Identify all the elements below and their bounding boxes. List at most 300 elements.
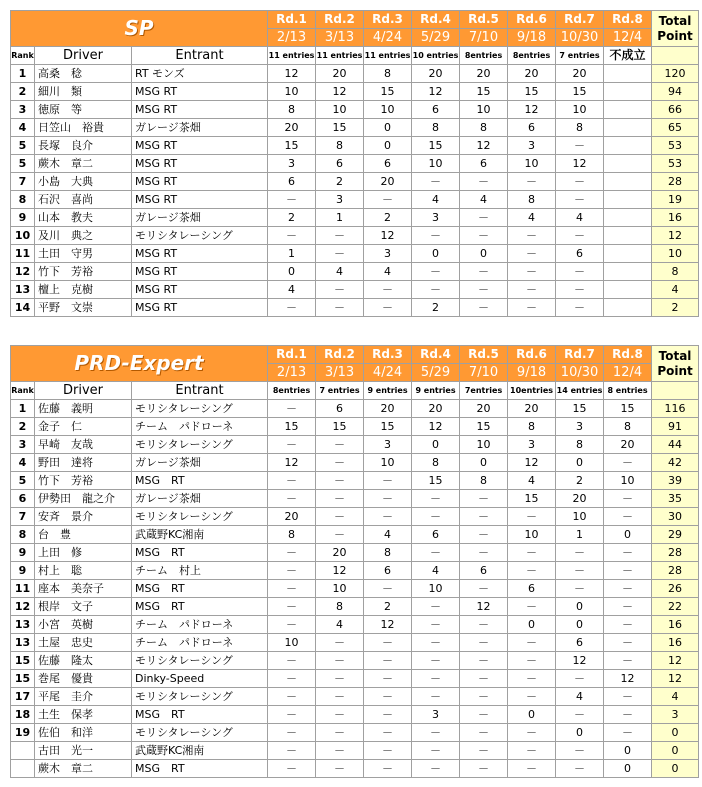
points-cell: 10 <box>316 580 364 598</box>
driver-cell: 蕨木 章二 <box>35 155 132 173</box>
points-cell: － <box>412 760 460 778</box>
table-title: SP <box>11 11 268 47</box>
driver-cell: 細川 類 <box>35 83 132 101</box>
points-cell: － <box>460 706 508 724</box>
round-date: 10/30 <box>556 29 604 47</box>
points-cell: 20 <box>364 400 412 418</box>
points-cell: － <box>556 263 604 281</box>
round-date: 5/29 <box>412 29 460 47</box>
points-cell: 1 <box>316 209 364 227</box>
total-cell: 91 <box>652 418 699 436</box>
round-header: Rd.7 <box>556 11 604 29</box>
points-cell: 6 <box>364 562 412 580</box>
points-cell: － <box>556 544 604 562</box>
round-header: Rd.6 <box>508 11 556 29</box>
total-cell: 4 <box>652 281 699 299</box>
driver-header: Driver <box>35 47 132 65</box>
driver-cell: 平尾 圭介 <box>35 688 132 706</box>
table-row <box>11 508 699 526</box>
points-cell <box>604 173 652 191</box>
points-cell: － <box>268 191 316 209</box>
table-row <box>11 742 699 760</box>
round-date: 2/13 <box>268 364 316 382</box>
round-header: Rd.2 <box>316 11 364 29</box>
entrant-cell: チーム パドローネ <box>132 616 268 634</box>
table-row <box>11 670 699 688</box>
table-row <box>11 83 699 101</box>
points-cell: － <box>268 652 316 670</box>
rank-cell: 5 <box>11 155 35 173</box>
points-cell: 1 <box>556 526 604 544</box>
points-cell: － <box>364 652 412 670</box>
points-cell: － <box>460 173 508 191</box>
rank-cell: 19 <box>11 724 35 742</box>
total-cell: 28 <box>652 173 699 191</box>
entrant-cell: MSG RT <box>132 281 268 299</box>
points-cell: 6 <box>556 245 604 263</box>
points-cell <box>604 65 652 83</box>
points-cell: － <box>316 688 364 706</box>
round-header: Rd.3 <box>364 11 412 29</box>
rank-cell: 6 <box>11 490 35 508</box>
points-cell: 15 <box>316 418 364 436</box>
prd-expert-rows <box>11 400 699 778</box>
points-cell: － <box>268 724 316 742</box>
points-cell: － <box>604 562 652 580</box>
points-cell: 2 <box>364 209 412 227</box>
points-cell: － <box>556 299 604 317</box>
table-row <box>11 562 699 580</box>
points-cell: 0 <box>268 263 316 281</box>
points-cell: 8 <box>364 65 412 83</box>
points-cell: － <box>604 544 652 562</box>
rank-cell: 12 <box>11 598 35 616</box>
table-row <box>11 155 699 173</box>
entrant-cell: モリシタレーシング <box>132 652 268 670</box>
points-cell: 20 <box>604 436 652 454</box>
table-row <box>11 245 699 263</box>
rank-header: Rank <box>11 47 35 65</box>
points-cell: 0 <box>604 526 652 544</box>
points-cell: － <box>364 472 412 490</box>
points-cell: 20 <box>460 400 508 418</box>
entries-count: 7 entries <box>556 47 604 65</box>
points-cell: － <box>460 688 508 706</box>
driver-cell: 高桑 稔 <box>35 65 132 83</box>
points-cell: 15 <box>604 400 652 418</box>
table-row <box>11 652 699 670</box>
points-cell: 0 <box>508 616 556 634</box>
table-row <box>11 65 699 83</box>
rank-cell: 10 <box>11 227 35 245</box>
points-cell: 15 <box>268 418 316 436</box>
points-cell <box>604 227 652 245</box>
points-cell: － <box>364 670 412 688</box>
total-cell: 120 <box>652 65 699 83</box>
points-cell: 8 <box>604 418 652 436</box>
points-cell: － <box>412 490 460 508</box>
points-cell: 10 <box>268 83 316 101</box>
points-cell: － <box>364 299 412 317</box>
entrant-cell: チーム パドローネ <box>132 634 268 652</box>
points-cell: 12 <box>460 598 508 616</box>
points-cell: 3 <box>556 418 604 436</box>
rank-cell: 1 <box>11 65 35 83</box>
points-cell: － <box>364 490 412 508</box>
points-cell: － <box>412 688 460 706</box>
entries-count: 8entries <box>268 382 316 400</box>
table-row <box>11 281 699 299</box>
points-cell: 3 <box>508 137 556 155</box>
points-cell: － <box>412 281 460 299</box>
entries-count: 10 entries <box>412 47 460 65</box>
round-header: Rd.2 <box>316 346 364 364</box>
rank-cell: 15 <box>11 670 35 688</box>
points-cell: － <box>556 760 604 778</box>
point-label: Point <box>657 363 693 378</box>
total-cell: 3 <box>652 706 699 724</box>
points-cell: － <box>604 580 652 598</box>
rank-cell: 11 <box>11 245 35 263</box>
points-cell: 4 <box>316 616 364 634</box>
round-date: 4/24 <box>364 29 412 47</box>
points-cell: 10 <box>460 101 508 119</box>
points-cell: － <box>412 227 460 245</box>
driver-cell: 土屋 忠史 <box>35 634 132 652</box>
table-row <box>11 209 699 227</box>
points-cell: － <box>316 508 364 526</box>
table-row <box>11 472 699 490</box>
points-cell: － <box>268 688 316 706</box>
points-cell: － <box>316 634 364 652</box>
total-cell: 8 <box>652 263 699 281</box>
entrant-cell: MSG RT <box>132 83 268 101</box>
entries-count: 不成立 <box>604 47 652 65</box>
points-cell: 10 <box>604 472 652 490</box>
points-cell: 15 <box>556 400 604 418</box>
points-cell: － <box>364 191 412 209</box>
points-cell: － <box>412 173 460 191</box>
driver-cell: 日笠山 裕貴 <box>35 119 132 137</box>
driver-cell: 台 豊 <box>35 526 132 544</box>
points-cell: － <box>460 616 508 634</box>
points-cell: － <box>268 760 316 778</box>
points-cell: － <box>556 137 604 155</box>
points-cell: － <box>316 227 364 245</box>
points-cell: － <box>268 616 316 634</box>
points-cell: 0 <box>364 119 412 137</box>
round-date: 5/29 <box>412 364 460 382</box>
points-cell: 6 <box>316 400 364 418</box>
total-cell: 39 <box>652 472 699 490</box>
points-cell: 0 <box>604 742 652 760</box>
entrant-cell: チーム パドローネ <box>132 418 268 436</box>
points-cell: － <box>364 634 412 652</box>
points-cell <box>604 245 652 263</box>
entries-count: 8entries <box>508 47 556 65</box>
driver-cell: 上田 修 <box>35 544 132 562</box>
entrant-cell: MSG RT <box>132 299 268 317</box>
driver-cell: 徳原 等 <box>35 101 132 119</box>
total-cell: 0 <box>652 742 699 760</box>
points-cell: 20 <box>508 65 556 83</box>
entrant-cell: MSG RT <box>132 173 268 191</box>
rank-cell: 1 <box>11 400 35 418</box>
points-cell: － <box>508 634 556 652</box>
driver-cell: 小宮 英樹 <box>35 616 132 634</box>
driver-cell: 蕨木 章二 <box>35 760 132 778</box>
driver-cell: 根岸 文子 <box>35 598 132 616</box>
driver-cell: 巻尾 優貴 <box>35 670 132 688</box>
entrant-cell: Dinky-Speed <box>132 670 268 688</box>
table-row <box>11 227 699 245</box>
points-cell: 20 <box>268 119 316 137</box>
points-cell: 0 <box>556 598 604 616</box>
points-cell: － <box>412 742 460 760</box>
points-cell: － <box>508 544 556 562</box>
points-cell: 4 <box>268 281 316 299</box>
points-cell: 10 <box>412 155 460 173</box>
total-cell: 53 <box>652 155 699 173</box>
rank-cell: 13 <box>11 281 35 299</box>
points-cell: － <box>316 245 364 263</box>
points-cell: 6 <box>508 119 556 137</box>
driver-cell: 竹下 芳裕 <box>35 472 132 490</box>
points-cell: 2 <box>268 209 316 227</box>
points-cell: 12 <box>508 101 556 119</box>
total-point-header <box>652 346 699 382</box>
points-cell: 20 <box>412 400 460 418</box>
points-cell: － <box>604 490 652 508</box>
points-cell: － <box>412 724 460 742</box>
points-cell: 12 <box>364 616 412 634</box>
points-cell: 6 <box>412 526 460 544</box>
table-row <box>11 436 699 454</box>
points-cell: － <box>460 742 508 760</box>
points-cell: 2 <box>556 472 604 490</box>
points-cell: － <box>364 281 412 299</box>
total-cell: 30 <box>652 508 699 526</box>
points-cell: 0 <box>412 245 460 263</box>
points-cell: － <box>412 544 460 562</box>
points-cell: 15 <box>364 83 412 101</box>
points-cell: － <box>460 263 508 281</box>
table-row <box>11 191 699 209</box>
round-header: Rd.8 <box>604 346 652 364</box>
driver-cell: 檀上 克樹 <box>35 281 132 299</box>
points-cell: － <box>412 670 460 688</box>
points-cell <box>604 101 652 119</box>
points-cell: 6 <box>460 155 508 173</box>
points-cell <box>604 191 652 209</box>
points-cell: － <box>508 173 556 191</box>
entrant-cell: モリシタレーシング <box>132 688 268 706</box>
points-cell: － <box>268 472 316 490</box>
points-cell: － <box>556 191 604 209</box>
points-cell: 3 <box>316 191 364 209</box>
points-cell: 0 <box>604 760 652 778</box>
entrant-cell: 武蔵野KC湘南 <box>132 742 268 760</box>
points-cell: － <box>508 760 556 778</box>
round-header: Rd.3 <box>364 346 412 364</box>
points-cell: － <box>508 688 556 706</box>
entries-count: 11 entries <box>364 47 412 65</box>
rank-cell: 3 <box>11 436 35 454</box>
points-cell: 4 <box>364 526 412 544</box>
entrant-cell: MSG RT <box>132 191 268 209</box>
round-date: 10/30 <box>556 364 604 382</box>
points-cell: 8 <box>316 598 364 616</box>
points-cell: － <box>460 227 508 245</box>
table-row <box>11 760 699 778</box>
points-cell: 20 <box>412 65 460 83</box>
points-cell: 4 <box>556 209 604 227</box>
points-cell: 0 <box>508 706 556 724</box>
points-cell: － <box>364 688 412 706</box>
round-header: Rd.7 <box>556 346 604 364</box>
points-cell: － <box>316 454 364 472</box>
points-cell: 3 <box>364 436 412 454</box>
points-cell: － <box>268 598 316 616</box>
rank-cell: 13 <box>11 634 35 652</box>
points-cell <box>604 83 652 101</box>
driver-cell: 村上 聡 <box>35 562 132 580</box>
points-cell: － <box>316 760 364 778</box>
points-cell: － <box>412 634 460 652</box>
rank-header: Rank <box>11 382 35 400</box>
entries-count: 8entries <box>460 47 508 65</box>
points-cell: － <box>508 281 556 299</box>
points-cell: 8 <box>268 526 316 544</box>
points-cell: 12 <box>316 562 364 580</box>
points-cell: 4 <box>508 209 556 227</box>
entrant-cell: MSG RT <box>132 580 268 598</box>
points-cell: 12 <box>364 227 412 245</box>
rank-cell: 9 <box>11 209 35 227</box>
table-row <box>11 418 699 436</box>
table-row <box>11 137 699 155</box>
rank-cell <box>11 760 35 778</box>
points-cell: 8 <box>268 101 316 119</box>
points-cell: 12 <box>556 155 604 173</box>
points-cell: 8 <box>508 191 556 209</box>
total-cell: 19 <box>652 191 699 209</box>
entries-count: 7entries <box>460 382 508 400</box>
table-row <box>11 101 699 119</box>
driver-cell: 土田 守男 <box>35 245 132 263</box>
points-cell: － <box>364 760 412 778</box>
points-cell: － <box>412 616 460 634</box>
entries-count: 8 entries <box>604 382 652 400</box>
points-cell: － <box>316 299 364 317</box>
points-cell: 12 <box>316 83 364 101</box>
points-cell: 20 <box>556 65 604 83</box>
points-cell: 10 <box>412 580 460 598</box>
entrant-cell: MSG RT <box>132 760 268 778</box>
points-cell: 8 <box>316 137 364 155</box>
rank-cell: 4 <box>11 119 35 137</box>
points-cell: 12 <box>412 418 460 436</box>
points-cell: 0 <box>556 616 604 634</box>
points-cell: 15 <box>556 83 604 101</box>
points-cell: － <box>460 634 508 652</box>
points-cell: － <box>508 724 556 742</box>
driver-cell: 野田 達将 <box>35 454 132 472</box>
round-date: 3/13 <box>316 29 364 47</box>
points-cell: 8 <box>508 418 556 436</box>
points-cell: 15 <box>460 83 508 101</box>
rank-cell: 7 <box>11 173 35 191</box>
points-cell: 8 <box>412 454 460 472</box>
total-spacer <box>652 47 699 65</box>
points-cell: 1 <box>268 245 316 263</box>
points-cell: － <box>268 580 316 598</box>
points-cell: － <box>316 526 364 544</box>
points-cell: 0 <box>460 245 508 263</box>
total-cell: 12 <box>652 227 699 245</box>
points-cell: － <box>268 670 316 688</box>
driver-cell: 座本 美奈子 <box>35 580 132 598</box>
points-cell: 10 <box>460 436 508 454</box>
points-cell: － <box>556 173 604 191</box>
total-cell: 28 <box>652 544 699 562</box>
round-header: Rd.1 <box>268 346 316 364</box>
points-cell: 6 <box>556 634 604 652</box>
points-cell: 3 <box>508 436 556 454</box>
points-cell: 6 <box>508 580 556 598</box>
entrant-cell: モリシタレーシング <box>132 227 268 245</box>
points-cell: － <box>556 227 604 245</box>
entrant-cell: MSG RT <box>132 245 268 263</box>
points-cell: － <box>268 299 316 317</box>
points-cell: 10 <box>508 526 556 544</box>
points-cell: － <box>604 634 652 652</box>
points-cell: － <box>268 706 316 724</box>
table-row <box>11 724 699 742</box>
total-cell: 4 <box>652 688 699 706</box>
points-cell <box>604 119 652 137</box>
points-cell <box>604 155 652 173</box>
total-cell: 0 <box>652 724 699 742</box>
points-cell: － <box>508 742 556 760</box>
total-cell: 29 <box>652 526 699 544</box>
entries-count: 14 entries <box>556 382 604 400</box>
points-cell: － <box>268 544 316 562</box>
points-cell: 12 <box>268 454 316 472</box>
points-cell <box>604 281 652 299</box>
total-cell: 28 <box>652 562 699 580</box>
entrant-cell: RT モンズ <box>132 65 268 83</box>
points-cell: 6 <box>364 155 412 173</box>
points-cell: － <box>268 490 316 508</box>
points-cell: － <box>604 508 652 526</box>
points-cell: － <box>604 688 652 706</box>
table-row <box>11 400 699 418</box>
driver-cell: 安斉 景介 <box>35 508 132 526</box>
points-cell: 15 <box>508 83 556 101</box>
points-cell: 0 <box>460 454 508 472</box>
points-cell: 0 <box>556 454 604 472</box>
points-cell: 10 <box>364 454 412 472</box>
points-cell: 3 <box>268 155 316 173</box>
rank-cell: 2 <box>11 418 35 436</box>
table-row <box>11 580 699 598</box>
rank-cell: 15 <box>11 652 35 670</box>
entrant-cell: ガレージ茶畑 <box>132 209 268 227</box>
entries-count: 10entries <box>508 382 556 400</box>
rank-cell: 13 <box>11 616 35 634</box>
points-cell: 0 <box>412 436 460 454</box>
